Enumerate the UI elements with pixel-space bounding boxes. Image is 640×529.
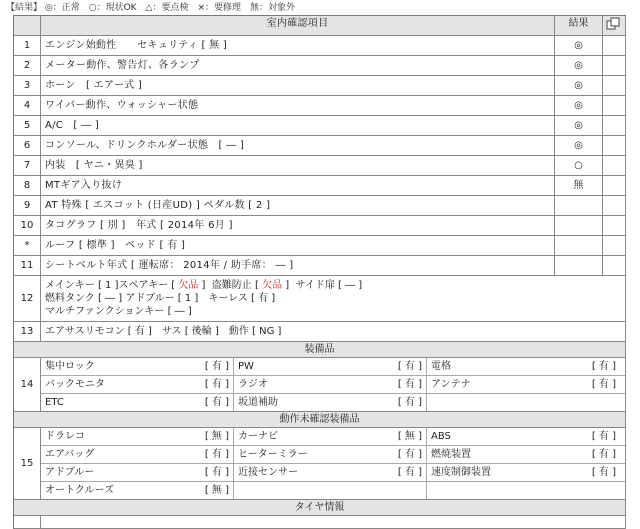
item-text: MTギア入り抜け <box>41 176 555 195</box>
item-num: 12 <box>14 276 41 321</box>
equipment-name: ラジオ <box>238 379 268 390</box>
item-note <box>603 156 626 175</box>
equipment-name <box>234 482 359 499</box>
equipment-name: PW <box>238 361 254 372</box>
item-12-content <box>41 276 626 321</box>
item-note <box>603 36 626 55</box>
equipment-value: [ 有 ] <box>591 361 616 372</box>
check-item-row <box>14 36 626 56</box>
header-num-cell <box>14 16 41 35</box>
unconfirmed-grid <box>41 428 626 499</box>
equipment-row <box>41 482 625 499</box>
item-12-segment: メインキー [ 1 ] <box>45 280 119 291</box>
item-text: ホーン [ エアー式 ] <box>41 76 555 95</box>
equipment-value: [ 有 ] <box>359 394 427 411</box>
item-result[interactable]: ◎ <box>555 136 603 155</box>
table-header <box>14 16 626 36</box>
equipment-row <box>41 394 625 411</box>
check-item-row <box>14 96 626 116</box>
equipment-value: [ 有 ] <box>591 431 616 442</box>
equipment-group <box>14 358 626 412</box>
item-13-row <box>14 322 626 342</box>
equipment-value: [ 無 ] <box>359 428 427 445</box>
item-text: A/C [ ― ] <box>41 116 555 135</box>
equipment-name: アンテナ <box>431 379 471 390</box>
check-item-row <box>14 136 626 156</box>
item-12-segment: ] サイド扉 [ ― ] <box>282 280 363 291</box>
item-result[interactable] <box>555 256 603 275</box>
equipment-value: [ 有 ] <box>166 394 234 411</box>
item-num: 1 <box>14 36 41 55</box>
item-12-segment: ] 盗難防止 [ <box>198 280 263 291</box>
equipment-name: ETC <box>45 397 64 408</box>
equipment-name: 電格 <box>431 361 451 372</box>
item-num: 14 <box>14 358 41 411</box>
equipment-name: 燃焼装置 <box>431 449 471 460</box>
item-text: タコグラフ [ 別 ] 年式 [ 2014年 6月 ] <box>41 216 555 235</box>
item-note <box>603 96 626 115</box>
item-num: 2 <box>14 56 41 75</box>
tire-title: タイヤ情報 <box>14 500 626 515</box>
header-title: 室内確認項目 <box>41 16 555 35</box>
item-note <box>603 116 626 135</box>
equipment-value: [ 無 ] <box>166 482 234 499</box>
equipment-value: [ 有 ] <box>359 446 427 463</box>
item-12-line-2: 燃料タンク [ ― ] アドブルー [ 1 ] キーレス [ 有 ] <box>45 293 276 304</box>
check-item-row <box>14 236 626 256</box>
equipment-row <box>41 428 625 446</box>
item-note <box>603 196 626 215</box>
equipment-name: 集中ロック <box>45 361 95 372</box>
item-note <box>603 76 626 95</box>
item-12-segment: スペアキー [ <box>118 280 179 291</box>
inspection-sheet <box>13 15 626 529</box>
equipment-name: エアバッグ <box>45 449 95 460</box>
check-item-row <box>14 76 626 96</box>
item-result[interactable]: ◎ <box>555 36 603 55</box>
item-note <box>603 216 626 235</box>
check-item-row <box>14 116 626 136</box>
equipment-value <box>552 482 620 499</box>
check-items <box>14 36 626 276</box>
equipment-row <box>41 446 625 464</box>
item-text: AT 特殊 [ エスコット (日産UD) ] ペダル数 [ 2 ] <box>41 196 555 215</box>
equipment-value: [ 有 ] <box>591 449 616 460</box>
equipment-name: ABS <box>431 431 451 442</box>
item-num: 10 <box>14 216 41 235</box>
item-text: エンジン始動性 セキュリティ [ 無 ] <box>41 36 555 55</box>
equipment-name: アドブルー <box>45 467 95 478</box>
header-copy-cell[interactable] <box>603 16 626 35</box>
check-item-row <box>14 156 626 176</box>
check-item-row <box>14 176 626 196</box>
check-item-row <box>14 216 626 236</box>
item-note <box>603 176 626 195</box>
equipment-value: [ 有 ] <box>166 446 234 463</box>
item-13-text: エアサスリモコン [ 有 ] サス [ 後輪 ] 動作 [ NG ] <box>41 322 626 341</box>
equipment-name: 速度制御装置 <box>431 467 491 478</box>
item-note <box>603 256 626 275</box>
item-12-line-1 <box>45 279 621 292</box>
equipment-name: 近接センサー <box>238 467 298 478</box>
item-result[interactable] <box>555 216 603 235</box>
equipment-section-header <box>14 342 626 358</box>
item-text: シートベルト年式 [ 運転席： 2014年 / 助手席： ― ] <box>41 256 555 275</box>
item-text: 内装 [ ヤニ・異臭 ] <box>41 156 555 175</box>
item-text: メーター動作、警告灯、各ランプ <box>41 56 555 75</box>
equipment-grid <box>41 358 626 411</box>
item-num: 9 <box>14 196 41 215</box>
equipment-value: [ 無 ] <box>166 428 234 445</box>
item-num: 4 <box>14 96 41 115</box>
tire-section-header <box>14 500 626 516</box>
check-item-row <box>14 56 626 76</box>
check-item-row <box>14 256 626 276</box>
item-result[interactable]: ◎ <box>555 116 603 135</box>
item-num: 6 <box>14 136 41 155</box>
tire-content <box>41 516 626 528</box>
equipment-value <box>359 482 427 499</box>
item-result[interactable]: ◎ <box>555 56 603 75</box>
equipment-value: [ 有 ] <box>166 464 234 481</box>
copy-icon[interactable] <box>606 17 622 30</box>
equipment-name: ドラレコ <box>45 431 85 442</box>
result-legend: 【結果】 ◎：正常 ○：現状OK △：要点検 ×：要修理 無：対象外 <box>6 3 296 13</box>
equipment-name: オートクルーズ <box>45 485 114 496</box>
equipment-value: [ 有 ] <box>591 379 616 390</box>
item-result[interactable]: ○ <box>555 156 603 175</box>
equipment-value <box>552 394 620 411</box>
equipment-row <box>41 464 625 482</box>
unconfirmed-title: 動作未確認装備品 <box>14 412 626 427</box>
item-12-row <box>14 276 626 322</box>
unconfirmed-group <box>14 428 626 500</box>
missing-badge: 欠品 <box>178 280 199 291</box>
item-text: ワイパー動作、ウォッシャー状態 <box>41 96 555 115</box>
item-num <box>14 516 41 528</box>
equipment-name: カーナビ <box>238 431 278 442</box>
item-num: 7 <box>14 156 41 175</box>
header-result-label: 結果 <box>555 16 603 35</box>
item-note <box>603 236 626 255</box>
item-12-line-3: マルチファンクションキー [ ― ] <box>45 306 192 317</box>
equipment-name: 坂道補助 <box>238 397 278 408</box>
item-num: 5 <box>14 116 41 135</box>
unconfirmed-section-header <box>14 412 626 428</box>
item-num: 13 <box>14 322 41 341</box>
item-result[interactable]: ◎ <box>555 76 603 95</box>
item-num: * <box>14 236 41 255</box>
item-note <box>603 136 626 155</box>
missing-badge: 欠品 <box>262 280 283 291</box>
item-num: 11 <box>14 256 41 275</box>
item-result[interactable] <box>555 196 603 215</box>
item-text: コンソール、ドリンクホルダー状態 [ ― ] <box>41 136 555 155</box>
equipment-name <box>427 482 552 499</box>
check-item-row <box>14 196 626 216</box>
equipment-value: [ 有 ] <box>359 358 427 375</box>
equipment-value: [ 有 ] <box>166 358 234 375</box>
equipment-value: [ 有 ] <box>166 376 234 393</box>
item-result[interactable]: ◎ <box>555 96 603 115</box>
equipment-title: 装備品 <box>14 342 626 357</box>
item-note <box>603 56 626 75</box>
item-result[interactable]: 無 <box>555 176 603 195</box>
equipment-value: [ 有 ] <box>359 376 427 393</box>
item-num: 3 <box>14 76 41 95</box>
equipment-name: バックモニタ <box>45 379 105 390</box>
tire-row <box>14 516 626 529</box>
item-result[interactable] <box>555 236 603 255</box>
item-num: 8 <box>14 176 41 195</box>
equipment-value: [ 有 ] <box>359 464 427 481</box>
equipment-name: ヒーターミラー <box>238 449 308 460</box>
equipment-row <box>41 376 625 394</box>
equipment-row <box>41 358 625 376</box>
item-num: 15 <box>14 428 41 499</box>
equipment-value: [ 有 ] <box>591 467 616 478</box>
item-text: ルーフ [ 標準 ] ベッド [ 有 ] <box>41 236 555 255</box>
equipment-name <box>427 394 552 411</box>
